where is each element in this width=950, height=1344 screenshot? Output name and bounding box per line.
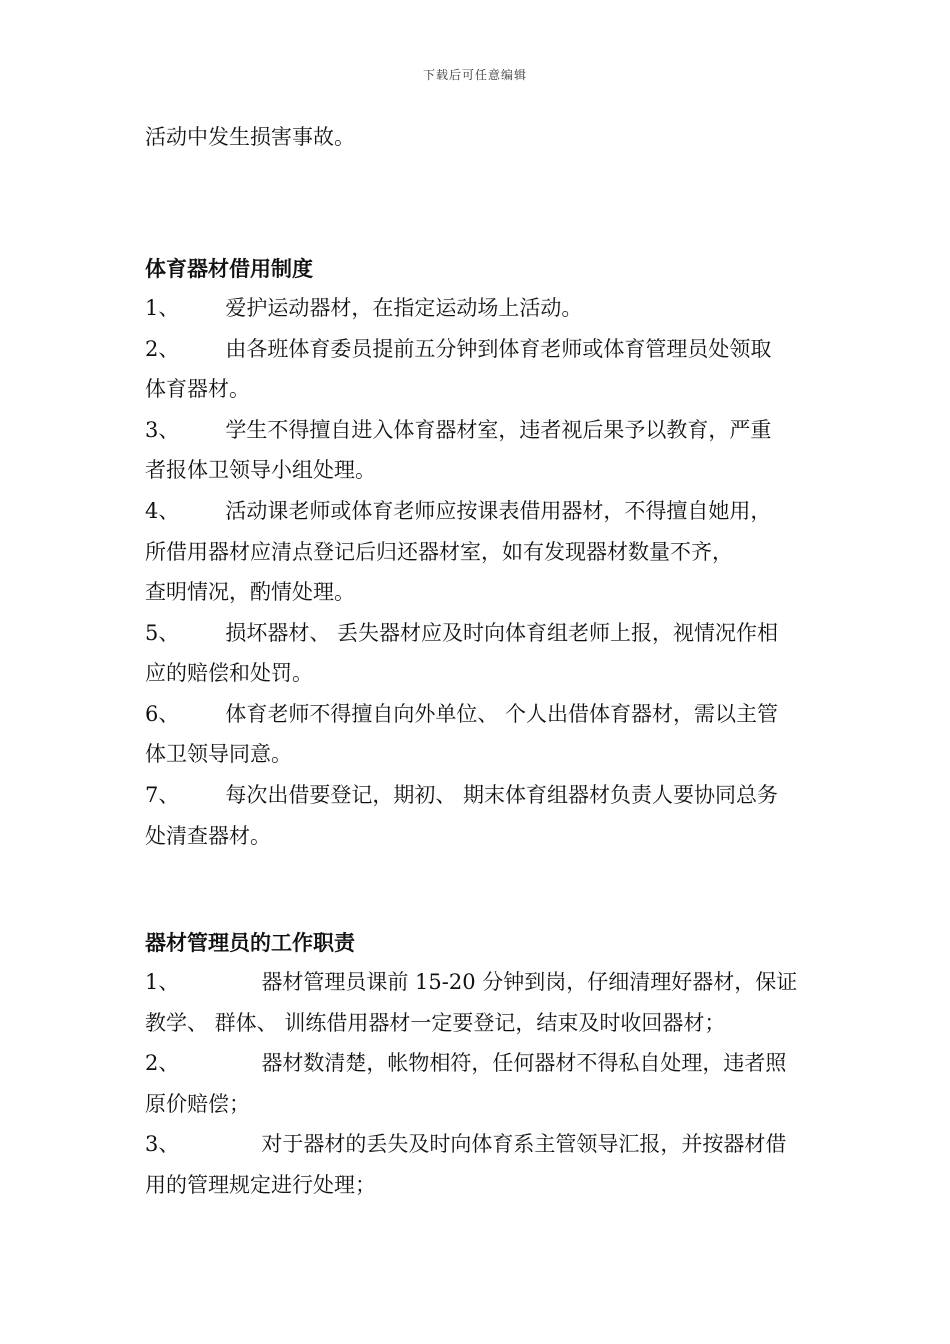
item-text: 损坏器材、 丢失器材应及时向体育组老师上报，视情况作相 <box>225 621 779 645</box>
list-item <box>145 335 815 363</box>
item-text: 学生不得擅自进入体育器材室，违者视后果予以教育，严重 <box>225 418 772 442</box>
item-number: 7、 <box>145 783 180 807</box>
list-item-continuation: 原价赔偿； <box>145 1092 250 1116</box>
item-number: 4、 <box>145 499 180 523</box>
list-item <box>145 416 815 444</box>
list-item-continuation: 所借用器材应清点登记后归还器材室，如有发现器材数量不齐， <box>145 540 733 564</box>
item-text: 爱护运动器材，在指定运动场上活动。 <box>225 296 583 320</box>
list-item-continuation: 者报体卫领导小组处理。 <box>145 458 376 482</box>
item-number: 3、 <box>145 418 180 442</box>
item-text: 对于器材的丢失及时向体育系主管领导汇报，并按器材借 <box>261 1132 787 1156</box>
item-text: 由各班体育委员提前五分钟到体育老师或体育管理员处领取 <box>225 337 772 361</box>
list-item-continuation: 体卫领导同意。 <box>145 742 292 766</box>
item-text: 器材管理员课前 15-20 分钟到岗，仔细清理好器材，保证 <box>261 970 798 994</box>
item-number: 3、 <box>145 1132 180 1156</box>
item-text: 器材数清楚，帐物相符，任何器材不得私自处理，违者照 <box>261 1051 787 1075</box>
list-item-continuation: 应的赔偿和处罚。 <box>145 661 313 685</box>
list-item <box>145 968 815 996</box>
list-item <box>145 294 815 322</box>
item-number: 2、 <box>145 337 180 361</box>
section-title-duties: 器材管理员的工作职责 <box>145 931 355 955</box>
section-title-borrowing: 体育器材借用制度 <box>145 257 313 281</box>
item-number: 1、 <box>145 970 180 994</box>
page-header: 下载后可任意编辑 <box>422 68 527 82</box>
list-item <box>145 700 815 728</box>
intro-line: 活动中发生损害事故。 <box>145 125 355 149</box>
list-item-continuation: 处清查器材。 <box>145 824 271 848</box>
list-item-continuation: 教学、 群体、 训练借用器材一定要登记，结束及时收回器材； <box>145 1011 726 1035</box>
list-item-continuation: 查明情况，酌情处理。 <box>145 580 355 604</box>
item-text: 每次出借要登记，期初、 期末体育组器材负责人要协同总务 <box>225 783 779 807</box>
list-item <box>145 781 815 809</box>
item-number: 5、 <box>145 621 180 645</box>
list-item <box>145 497 815 525</box>
item-number: 6、 <box>145 702 180 726</box>
item-text: 体育老师不得擅自向外单位、 个人出借体育器材，需以主管 <box>225 702 779 726</box>
item-number: 2、 <box>145 1051 180 1075</box>
item-number: 1、 <box>145 296 180 320</box>
list-item-continuation: 体育器材。 <box>145 377 250 401</box>
list-item <box>145 1130 815 1158</box>
list-item <box>145 1049 815 1077</box>
list-item <box>145 619 815 647</box>
item-text: 活动课老师或体育老师应按课表借用器材，不得擅自她用， <box>225 499 772 523</box>
list-item-continuation: 用的管理规定进行处理； <box>145 1173 376 1197</box>
